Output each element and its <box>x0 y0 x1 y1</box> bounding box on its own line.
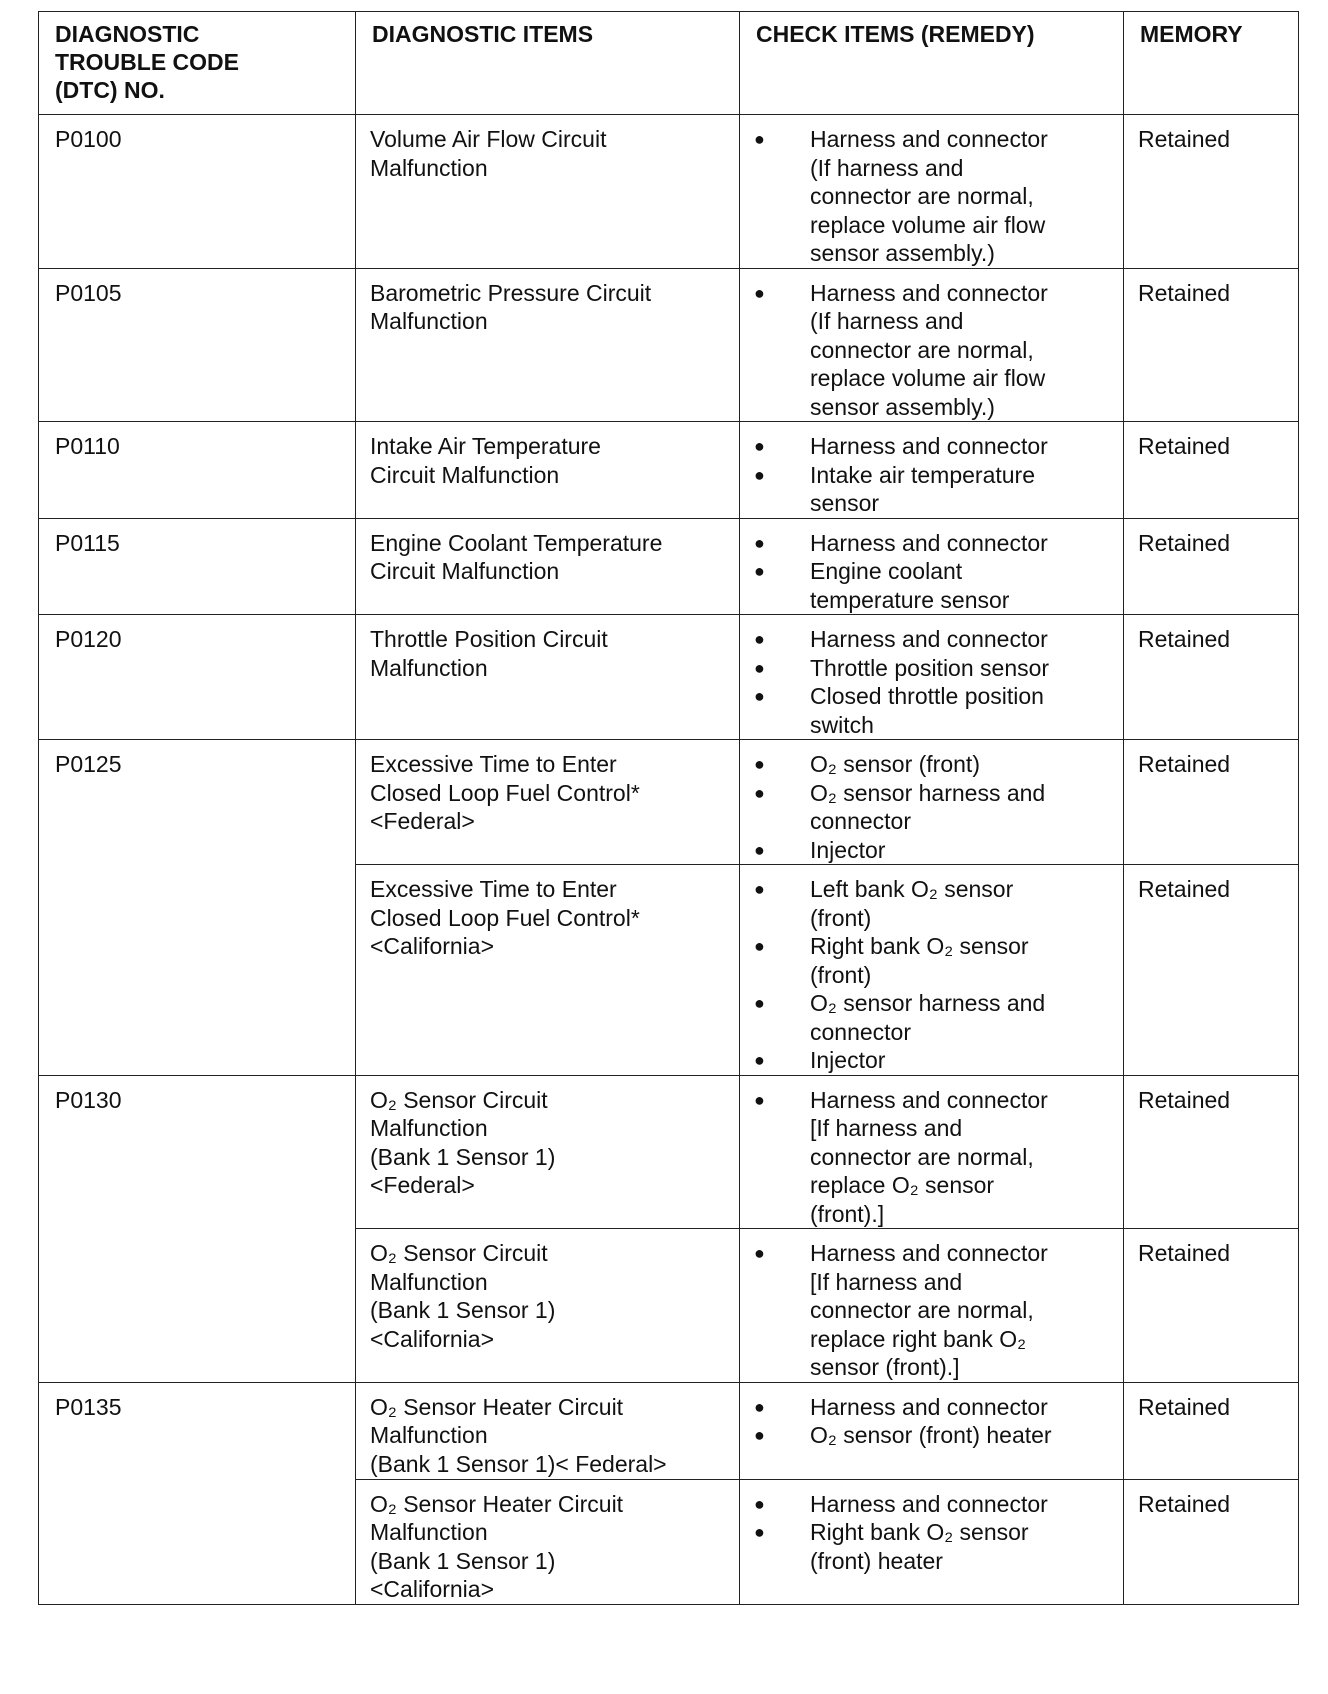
check-item-line: (front) heater <box>810 1547 943 1574</box>
diagnostic-item-cell <box>356 865 740 1076</box>
check-item-line: Injector <box>810 1047 886 1073</box>
dtc-code: P0105 <box>55 279 122 306</box>
check-item-text <box>810 125 1113 268</box>
check-item-line: sensor <box>810 490 880 516</box>
check-item-line: Harness and connector <box>810 1490 1048 1517</box>
dtc-code: P0110 <box>55 433 120 459</box>
header-memory <box>1124 12 1299 115</box>
bullet-icon: ● <box>754 686 765 706</box>
check-item <box>754 1490 1113 1519</box>
check-item-line: sensor (front).] <box>810 1354 960 1380</box>
check-item <box>754 529 1113 558</box>
check-item-line: Left bank O₂ sensor <box>810 876 1014 902</box>
check-item <box>754 1518 1113 1575</box>
check-item <box>754 279 1113 422</box>
check-item-text <box>810 432 1113 461</box>
diagnostic-item-cell <box>356 422 740 519</box>
check-item <box>754 1046 1113 1075</box>
memory-cell <box>1124 422 1299 519</box>
diagnostic-item-line: <California> <box>370 1325 495 1352</box>
diagnostic-item-line: Volume Air Flow Circuit <box>370 126 607 152</box>
check-item <box>754 125 1113 268</box>
bullet-icon: ● <box>754 839 765 860</box>
check-items-cell <box>740 1382 1124 1479</box>
diagnostic-item-cell <box>356 1479 740 1604</box>
memory-cell <box>1124 268 1299 422</box>
table-row <box>39 518 1299 615</box>
header-row <box>39 12 1299 115</box>
check-item-text <box>810 1239 1113 1382</box>
check-item-line: Throttle position sensor <box>810 654 1050 681</box>
check-item-line: sensor assembly.) <box>810 240 995 266</box>
check-item <box>754 654 1113 683</box>
check-item-line: [If harness and <box>810 1115 963 1141</box>
memory-value: Retained <box>1138 126 1231 152</box>
diagnostic-item-line: (Bank 1 Sensor 1) <box>370 1547 556 1574</box>
diagnostic-item-line: Excessive Time to Enter <box>370 751 617 777</box>
memory-value: Retained <box>1138 1490 1231 1517</box>
dtc-table <box>38 11 1299 1605</box>
check-item-line: (If harness and <box>810 154 964 181</box>
memory-value: Retained <box>1138 529 1231 556</box>
check-item-line: O₂ sensor harness and <box>810 990 1046 1016</box>
bullet-icon: ● <box>754 1522 765 1542</box>
table-row <box>39 115 1299 269</box>
bullet-icon: ● <box>754 657 765 678</box>
check-item <box>754 932 1113 989</box>
bullet-icon: ● <box>754 436 765 456</box>
memory-cell <box>1124 1229 1299 1383</box>
diagnostic-item-line: O₂ Sensor Heater Circuit <box>370 1393 624 1420</box>
check-item-text <box>810 1490 1113 1519</box>
check-item-line: connector <box>810 808 912 834</box>
bullet-icon: ● <box>754 1050 765 1070</box>
bullet-icon: ● <box>754 129 765 149</box>
diagnostic-item-cell <box>356 740 740 865</box>
check-item-text <box>810 279 1113 422</box>
table-row <box>39 740 1299 865</box>
check-item <box>754 989 1113 1046</box>
diagnostic-item-line: (Bank 1 Sensor 1) <box>370 1143 556 1170</box>
check-item-line: O₂ sensor (front) heater <box>810 1422 1052 1448</box>
table-body <box>39 115 1299 1605</box>
check-item-text <box>810 750 1113 779</box>
check-item-text <box>810 779 1113 836</box>
check-items-cell <box>740 615 1124 740</box>
bullet-icon: ● <box>754 1425 765 1445</box>
check-items-cell <box>740 1479 1124 1604</box>
check-item-line: Harness and connector <box>810 126 1048 152</box>
bullet-icon: ● <box>754 629 765 649</box>
bullet-icon: ● <box>754 754 765 774</box>
check-item-line: replace right bank O₂ <box>810 1325 1027 1352</box>
header-line: MEMORY <box>1140 21 1243 47</box>
check-item <box>754 557 1113 614</box>
bullet-icon: ● <box>754 1396 765 1417</box>
check-item-line: Harness and connector <box>810 1393 1048 1420</box>
bullet-icon: ● <box>754 282 765 303</box>
table-row <box>39 1382 1299 1479</box>
check-item-line: (front) <box>810 904 872 931</box>
check-item <box>754 625 1113 654</box>
table-row <box>39 615 1299 740</box>
dtc-code: P0100 <box>55 126 122 152</box>
check-items-cell <box>740 115 1124 269</box>
diagnostic-item-line: (Bank 1 Sensor 1)< Federal> <box>370 1450 667 1477</box>
diagnostic-item-line: Barometric Pressure Circuit <box>370 279 652 306</box>
check-item <box>754 836 1113 865</box>
header-check-items <box>740 12 1124 115</box>
check-item-text <box>810 1046 1113 1075</box>
check-item-line: replace volume air flow <box>810 365 1046 391</box>
diagnostic-item-line: Malfunction <box>370 1422 488 1448</box>
diagnostic-item-cell <box>356 615 740 740</box>
diagnostic-item-cell <box>356 115 740 269</box>
check-item-text <box>810 1421 1113 1450</box>
bullet-icon: ● <box>754 879 765 899</box>
check-items-cell <box>740 268 1124 422</box>
check-items-cell <box>740 865 1124 1076</box>
memory-cell <box>1124 740 1299 865</box>
check-item-line: Closed throttle position <box>810 683 1044 709</box>
diagnostic-item-line: Circuit Malfunction <box>370 461 560 488</box>
bullet-icon: ● <box>754 782 765 803</box>
check-item-text <box>810 1086 1113 1229</box>
memory-cell <box>1124 865 1299 1076</box>
check-item <box>754 461 1113 518</box>
diagnostic-item-line: Malfunction <box>370 1268 488 1295</box>
diagnostic-item-cell <box>356 268 740 422</box>
header-dtc-no <box>39 12 356 115</box>
diagnostic-item-cell <box>356 1229 740 1383</box>
check-item-line: Intake air temperature <box>810 461 1036 488</box>
memory-value: Retained <box>1138 876 1231 902</box>
check-item <box>754 1393 1113 1422</box>
bullet-icon: ● <box>754 1243 765 1263</box>
memory-cell <box>1124 1075 1299 1229</box>
header-line: CHECK ITEMS (REMEDY) <box>756 21 1035 47</box>
diagnostic-item-line: O₂ Sensor Circuit <box>370 1240 548 1266</box>
check-item-line: connector are normal, <box>810 183 1034 209</box>
check-item-line: sensor assembly.) <box>810 393 995 420</box>
memory-cell <box>1124 615 1299 740</box>
check-item-line: Harness and connector <box>810 1086 1048 1113</box>
check-item <box>754 682 1113 739</box>
diagnostic-item-line: Intake Air Temperature <box>370 433 601 459</box>
check-item-line: connector are normal, <box>810 336 1034 363</box>
memory-cell <box>1124 1382 1299 1479</box>
dtc-code-cell <box>39 1075 356 1382</box>
memory-value: Retained <box>1138 1086 1231 1113</box>
dtc-code-cell <box>39 115 356 269</box>
diagnostic-item-line: Engine Coolant Temperature <box>370 529 663 556</box>
check-item-text <box>810 989 1113 1046</box>
check-item-line: O₂ sensor harness and <box>810 779 1046 806</box>
diagnostic-item-line: Malfunction <box>370 308 488 334</box>
diagnostic-item-line: Throttle Position Circuit <box>370 626 608 652</box>
header-diagnostic-items <box>356 12 740 115</box>
header-line: (DTC) NO. <box>55 77 165 103</box>
header-line: DIAGNOSTIC <box>55 21 200 47</box>
check-item <box>754 1086 1113 1229</box>
memory-value: Retained <box>1138 279 1231 306</box>
header-line: TROUBLE CODE <box>55 49 239 75</box>
diagnostic-item-cell <box>356 1075 740 1229</box>
check-item <box>754 432 1113 461</box>
memory-value: Retained <box>1138 1240 1231 1266</box>
bullet-icon: ● <box>754 1089 765 1110</box>
diagnostic-item-line: Malfunction <box>370 154 488 181</box>
check-item-text <box>810 461 1113 518</box>
diagnostic-item-line: Malfunction <box>370 1115 488 1141</box>
check-item <box>754 1239 1113 1382</box>
memory-cell <box>1124 518 1299 615</box>
diagnostic-item-line: <Federal> <box>370 808 475 834</box>
memory-cell <box>1124 115 1299 269</box>
check-item-text <box>810 557 1113 614</box>
table-row <box>39 422 1299 519</box>
dtc-code-cell <box>39 615 356 740</box>
memory-cell <box>1124 1479 1299 1604</box>
check-item-text <box>810 932 1113 989</box>
check-items-cell <box>740 1229 1124 1383</box>
memory-value: Retained <box>1138 751 1231 777</box>
check-item-line: [If harness and <box>810 1268 963 1295</box>
check-item-line: Right bank O₂ sensor <box>810 933 1029 959</box>
table-row <box>39 268 1299 422</box>
check-item-line: connector are normal, <box>810 1143 1034 1170</box>
check-item-line: Engine coolant <box>810 558 963 584</box>
check-item <box>754 1421 1113 1450</box>
check-item-text <box>810 529 1113 558</box>
dtc-code-cell <box>39 518 356 615</box>
bullet-icon: ● <box>754 936 765 956</box>
dtc-code: P0115 <box>55 529 120 556</box>
check-items-cell <box>740 740 1124 865</box>
dtc-code: P0135 <box>55 1393 122 1420</box>
check-item-line: Harness and connector <box>810 433 1048 459</box>
check-item-line: connector are normal, <box>810 1297 1034 1323</box>
check-item-line: Injector <box>810 836 886 863</box>
diagnostic-item-cell <box>356 1382 740 1479</box>
check-item-text <box>810 875 1113 932</box>
bullet-icon: ● <box>754 561 765 581</box>
check-item-text <box>810 625 1113 654</box>
memory-value: Retained <box>1138 626 1231 652</box>
check-item-line: Harness and connector <box>810 279 1048 306</box>
check-item-line: O₂ sensor (front) <box>810 751 980 777</box>
diagnostic-item-line: <California> <box>370 933 495 959</box>
diagnostic-item-line: O₂ Sensor Heater Circuit <box>370 1490 624 1517</box>
check-item-text <box>810 836 1113 865</box>
check-item-line: (front) <box>810 961 872 988</box>
dtc-code-cell <box>39 268 356 422</box>
check-item-line: Harness and connector <box>810 626 1048 652</box>
check-item-line: connector <box>810 1018 912 1045</box>
check-item-line: (front).] <box>810 1200 885 1227</box>
memory-value: Retained <box>1138 433 1231 459</box>
table-row <box>39 1075 1299 1229</box>
diagnostic-item-line: O₂ Sensor Circuit <box>370 1086 548 1113</box>
check-item-text <box>810 654 1113 683</box>
memory-value: Retained <box>1138 1393 1231 1420</box>
check-item-line: switch <box>810 711 874 738</box>
check-item-line: temperature sensor <box>810 586 1010 613</box>
bullet-icon: ● <box>754 464 765 485</box>
check-items-cell <box>740 518 1124 615</box>
bullet-icon: ● <box>754 532 765 553</box>
diagnostic-item-line: Excessive Time to Enter <box>370 876 617 902</box>
diagnostic-item-line: Malfunction <box>370 654 488 681</box>
diagnostic-item-line: <California> <box>370 1576 495 1602</box>
check-item-line: (If harness and <box>810 308 964 334</box>
check-item-line: replace volume air flow <box>810 211 1046 238</box>
dtc-code-cell <box>39 1382 356 1604</box>
dtc-code: P0120 <box>55 626 122 652</box>
diagnostic-item-line: Circuit Malfunction <box>370 558 560 584</box>
diagnostic-item-line: (Bank 1 Sensor 1) <box>370 1297 556 1323</box>
dtc-code-cell <box>39 740 356 1076</box>
diagnostic-item-line: <Federal> <box>370 1172 475 1198</box>
diagnostic-item-line: Closed Loop Fuel Control* <box>370 779 640 806</box>
check-item-line: Right bank O₂ sensor <box>810 1519 1029 1545</box>
check-items-cell <box>740 422 1124 519</box>
check-item-text <box>810 1393 1113 1422</box>
check-item <box>754 750 1113 779</box>
diagnostic-item-cell <box>356 518 740 615</box>
dtc-code: P0130 <box>55 1086 122 1113</box>
header-line: DIAGNOSTIC ITEMS <box>372 21 594 47</box>
check-item-text <box>810 682 1113 739</box>
diagnostic-item-line: Closed Loop Fuel Control* <box>370 904 640 931</box>
check-items-cell <box>740 1075 1124 1229</box>
bullet-icon: ● <box>754 1493 765 1514</box>
dtc-code: P0125 <box>55 751 122 777</box>
diagnostic-item-line: Malfunction <box>370 1519 488 1545</box>
dtc-code-cell <box>39 422 356 519</box>
check-item-line: Harness and connector <box>810 529 1048 556</box>
check-item-text <box>810 1518 1113 1575</box>
check-item-line: Harness and connector <box>810 1240 1048 1266</box>
check-item <box>754 779 1113 836</box>
check-item-line: replace O₂ sensor <box>810 1172 995 1198</box>
bullet-icon: ● <box>754 993 765 1013</box>
check-item <box>754 875 1113 932</box>
